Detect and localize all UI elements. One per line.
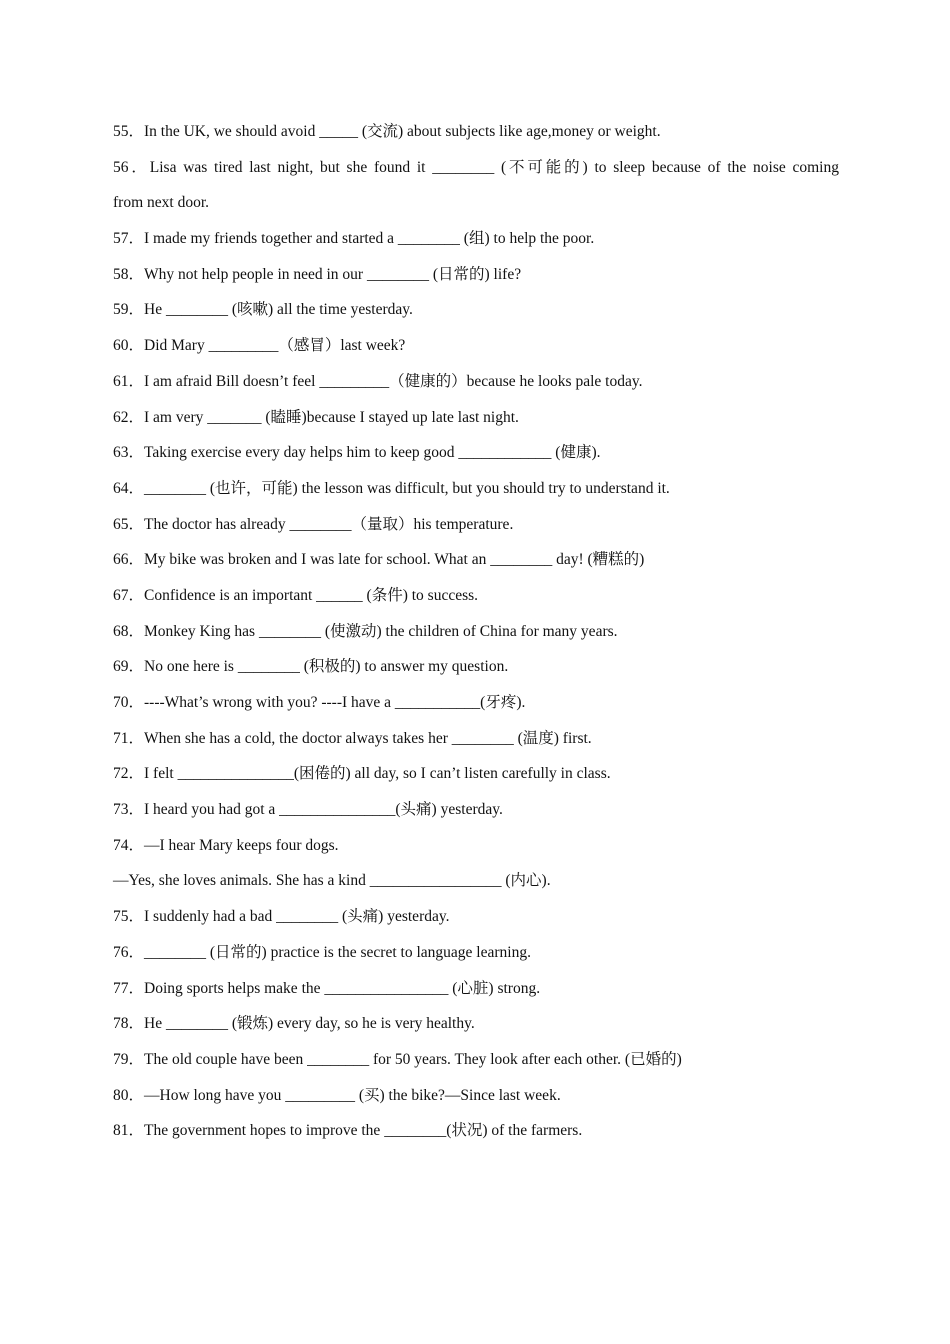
- exercise-line: 80．—How long have you _________ (买) the bike?—Since last week.: [113, 1086, 561, 1104]
- exercise-line: 68．Monkey King has ________ (使激动) the children of China for many years.: [113, 622, 618, 640]
- exercise-line: 67．Confidence is an important ______ (条件) to success.: [113, 586, 479, 604]
- exercise-line: 73．I heard you had got a _______________(头痛) yesterday.: [113, 801, 503, 819]
- exercise-line: 77．Doing sports helps make the ________________ (心脏) strong.: [113, 979, 541, 997]
- exercise-line: 70．----What’s wrong with you? ----I have a ___________(牙疼).: [113, 694, 526, 711]
- exercise-line: 76．________ (日常的) practice is the secret to language learning.: [113, 943, 531, 961]
- exercise-line: 61．I am afraid Bill doesn’t feel _________（健康的）because he looks pale today.: [113, 372, 643, 390]
- exercise-line: 55．In the UK, we should avoid _____ (交流) about subjects like age,money or weight.: [113, 123, 661, 140]
- exercise-line: 63．Taking exercise every day helps him to keep good ____________ (健康).: [113, 444, 601, 462]
- exercise-line-continuation: —Yes, she loves animals. She has a kind _________________ (内心).: [113, 872, 551, 890]
- exercise-line: 72．I felt _______________(困倦的) all day, so I can’t listen carefully in class.: [113, 765, 611, 783]
- exercise-list: [113, 114, 913, 1149]
- exercise-line: 58．Why not help people in need in our ________ (日常的) life?: [113, 265, 522, 283]
- exercise-line: 78．He ________ (锻炼) every day, so he is very healthy.: [113, 1015, 475, 1033]
- exercise-line: 71．When she has a cold, the doctor always takes her ________ (温度) first.: [113, 729, 592, 747]
- exercise-line: 81．The government hopes to improve the ________(状况) of the farmers.: [113, 1122, 583, 1140]
- exercise-line: 62．I am very _______ (瞌睡)because I stayed up late last night.: [113, 408, 519, 426]
- exercise-line: 57．I made my friends together and started a ________ (组) to help the poor.: [113, 230, 595, 248]
- exercise-line: 79．The old couple have been ________ for 50 years. They look after each other. (已婚的): [113, 1050, 682, 1068]
- exercise-line: 66．My bike was broken and I was late for school. What an ________ day! (糟糕的): [113, 551, 645, 569]
- exercise-line: 65．The doctor has already ________（量取）his temperature.: [113, 515, 514, 533]
- exercise-line-continuation: from next door.: [113, 194, 209, 212]
- exercise-line: 59．He ________ (咳嗽) all the time yesterday.: [113, 301, 413, 319]
- exercise-line: 56．Lisa was tired last night, but she found it ________ (不可能的) to sleep because of the noise coming: [113, 158, 839, 176]
- exercise-line: 75．I suddenly had a bad ________ (头痛) yesterday.: [113, 908, 450, 926]
- exercise-line: 64．________ (也许，可能) the lesson was difficult, but you should try to understand it.: [113, 479, 670, 497]
- exercise-line: 60．Did Mary _________（感冒）last week?: [113, 337, 406, 355]
- exercise-line: 74．—I hear Mary keeps four dogs.: [113, 836, 339, 854]
- exercise-line: 69．No one here is ________ (积极的) to answer my question.: [113, 658, 509, 676]
